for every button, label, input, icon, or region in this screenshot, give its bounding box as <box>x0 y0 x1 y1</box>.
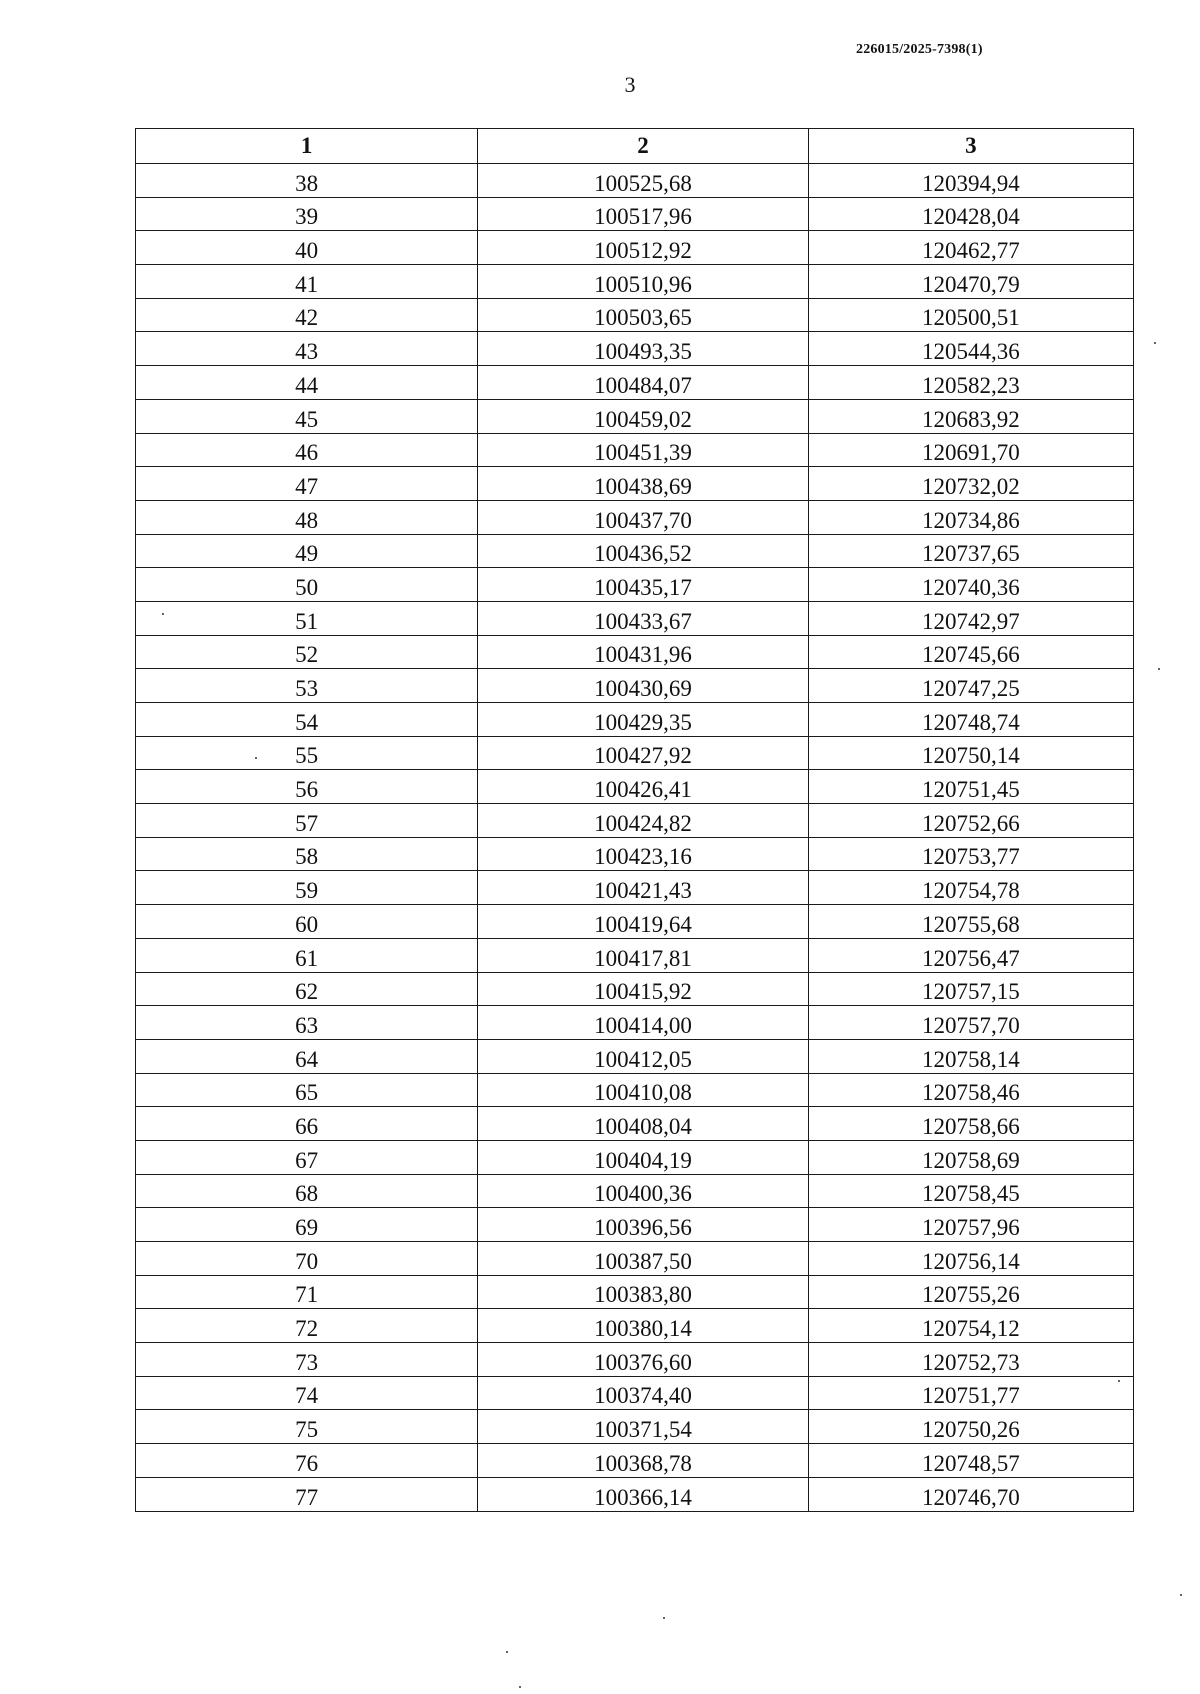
y-coordinate-cell: 120742,97 <box>808 601 1133 635</box>
x-coordinate-cell: 100427,92 <box>478 736 808 770</box>
y-coordinate-cell: 120740,36 <box>808 568 1133 602</box>
point-number-cell: 47 <box>136 467 478 501</box>
table-row <box>136 905 1134 939</box>
y-coordinate-cell: 120737,65 <box>808 534 1133 568</box>
y-coordinate-cell: 120470,79 <box>808 265 1133 299</box>
x-coordinate-cell: 100415,92 <box>478 972 808 1006</box>
point-number-cell: 62 <box>136 972 478 1006</box>
point-number-cell: 56 <box>136 770 478 804</box>
table-row <box>136 972 1134 1006</box>
x-coordinate-cell: 100436,52 <box>478 534 808 568</box>
point-number-cell: 42 <box>136 298 478 332</box>
table-row <box>136 871 1134 905</box>
y-coordinate-cell: 120394,94 <box>808 164 1133 198</box>
x-coordinate-cell: 100396,56 <box>478 1208 808 1242</box>
table-row <box>136 1073 1134 1107</box>
x-coordinate-cell: 100429,35 <box>478 703 808 737</box>
y-coordinate-cell: 120582,23 <box>808 366 1133 400</box>
point-number-cell: 53 <box>136 669 478 703</box>
y-coordinate-cell: 120747,25 <box>808 669 1133 703</box>
table-row <box>136 1410 1134 1444</box>
point-number-cell: 51 <box>136 601 478 635</box>
table-row <box>136 1208 1134 1242</box>
point-number-cell: 39 <box>136 197 478 231</box>
y-coordinate-cell: 120751,45 <box>808 770 1133 804</box>
column-header-1: 1 <box>136 129 478 164</box>
table-row <box>136 500 1134 534</box>
y-coordinate-cell: 120758,66 <box>808 1107 1133 1141</box>
point-number-cell: 67 <box>136 1140 478 1174</box>
y-coordinate-cell: 120691,70 <box>808 433 1133 467</box>
y-coordinate-cell: 120753,77 <box>808 837 1133 871</box>
x-coordinate-cell: 100423,16 <box>478 837 808 871</box>
point-number-cell: 64 <box>136 1039 478 1073</box>
x-coordinate-cell: 100503,65 <box>478 298 808 332</box>
table-row <box>136 534 1134 568</box>
x-coordinate-cell: 100380,14 <box>478 1309 808 1343</box>
y-coordinate-cell: 120758,69 <box>808 1140 1133 1174</box>
point-number-cell: 72 <box>136 1309 478 1343</box>
point-number-cell: 71 <box>136 1275 478 1309</box>
y-coordinate-cell: 120755,68 <box>808 905 1133 939</box>
point-number-cell: 49 <box>136 534 478 568</box>
point-number-cell: 52 <box>136 635 478 669</box>
table-row <box>136 265 1134 299</box>
x-coordinate-cell: 100376,60 <box>478 1343 808 1377</box>
point-number-cell: 40 <box>136 231 478 265</box>
column-header-3: 3 <box>808 129 1133 164</box>
document-reference: 226015/2025-7398(1) <box>856 42 983 57</box>
table-row <box>136 1477 1134 1511</box>
x-coordinate-cell: 100431,96 <box>478 635 808 669</box>
scan-speck <box>663 1617 665 1619</box>
x-coordinate-cell: 100438,69 <box>478 467 808 501</box>
x-coordinate-cell: 100371,54 <box>478 1410 808 1444</box>
table-row <box>136 399 1134 433</box>
x-coordinate-cell: 100374,40 <box>478 1376 808 1410</box>
y-coordinate-cell: 120752,73 <box>808 1343 1133 1377</box>
x-coordinate-cell: 100419,64 <box>478 905 808 939</box>
x-coordinate-cell: 100525,68 <box>478 164 808 198</box>
y-coordinate-cell: 120750,26 <box>808 1410 1133 1444</box>
point-number-cell: 77 <box>136 1477 478 1511</box>
table-row <box>136 332 1134 366</box>
table-row <box>136 1242 1134 1276</box>
table-row <box>136 1309 1134 1343</box>
table-row <box>136 804 1134 838</box>
point-number-cell: 41 <box>136 265 478 299</box>
table-row <box>136 467 1134 501</box>
point-number-cell: 60 <box>136 905 478 939</box>
y-coordinate-cell: 120734,86 <box>808 500 1133 534</box>
point-number-cell: 76 <box>136 1444 478 1478</box>
x-coordinate-cell: 100433,67 <box>478 601 808 635</box>
x-coordinate-cell: 100408,04 <box>478 1107 808 1141</box>
x-coordinate-cell: 100412,05 <box>478 1039 808 1073</box>
scan-speck <box>506 1651 508 1653</box>
scan-speck <box>519 1686 521 1688</box>
table-row <box>136 635 1134 669</box>
scan-speck <box>255 757 257 759</box>
y-coordinate-cell: 120758,45 <box>808 1174 1133 1208</box>
x-coordinate-cell: 100510,96 <box>478 265 808 299</box>
y-coordinate-cell: 120750,14 <box>808 736 1133 770</box>
x-coordinate-cell: 100400,36 <box>478 1174 808 1208</box>
table-row <box>136 298 1134 332</box>
table-body <box>136 164 1134 1512</box>
y-coordinate-cell: 120755,26 <box>808 1275 1133 1309</box>
x-coordinate-cell: 100421,43 <box>478 871 808 905</box>
point-number-cell: 73 <box>136 1343 478 1377</box>
table-row <box>136 601 1134 635</box>
point-number-cell: 66 <box>136 1107 478 1141</box>
point-number-cell: 70 <box>136 1242 478 1276</box>
point-number-cell: 45 <box>136 399 478 433</box>
scan-speck <box>1180 1594 1182 1596</box>
point-number-cell: 55 <box>136 736 478 770</box>
table-row <box>136 164 1134 198</box>
table-row <box>136 568 1134 602</box>
column-header-2: 2 <box>478 129 808 164</box>
x-coordinate-cell: 100417,81 <box>478 938 808 972</box>
table-row <box>136 197 1134 231</box>
point-number-cell: 43 <box>136 332 478 366</box>
x-coordinate-cell: 100410,08 <box>478 1073 808 1107</box>
x-coordinate-cell: 100451,39 <box>478 433 808 467</box>
y-coordinate-cell: 120500,51 <box>808 298 1133 332</box>
point-number-cell: 63 <box>136 1006 478 1040</box>
y-coordinate-cell: 120757,15 <box>808 972 1133 1006</box>
table-row <box>136 1107 1134 1141</box>
table-row <box>136 1275 1134 1309</box>
y-coordinate-cell: 120544,36 <box>808 332 1133 366</box>
point-number-cell: 61 <box>136 938 478 972</box>
table-row <box>136 1174 1134 1208</box>
coordinates-table <box>135 128 1134 1512</box>
table-row <box>136 736 1134 770</box>
x-coordinate-cell: 100493,35 <box>478 332 808 366</box>
x-coordinate-cell: 100459,02 <box>478 399 808 433</box>
y-coordinate-cell: 120757,70 <box>808 1006 1133 1040</box>
point-number-cell: 59 <box>136 871 478 905</box>
point-number-cell: 46 <box>136 433 478 467</box>
page-number: 3 <box>624 72 636 97</box>
x-coordinate-cell: 100414,00 <box>478 1006 808 1040</box>
point-number-cell: 58 <box>136 837 478 871</box>
x-coordinate-cell: 100437,70 <box>478 500 808 534</box>
x-coordinate-cell: 100512,92 <box>478 231 808 265</box>
point-number-cell: 38 <box>136 164 478 198</box>
table-row <box>136 1006 1134 1040</box>
scan-speck <box>1154 342 1156 344</box>
point-number-cell: 65 <box>136 1073 478 1107</box>
y-coordinate-cell: 120754,78 <box>808 871 1133 905</box>
table-row <box>136 1444 1134 1478</box>
point-number-cell: 68 <box>136 1174 478 1208</box>
x-coordinate-cell: 100383,80 <box>478 1275 808 1309</box>
y-coordinate-cell: 120748,57 <box>808 1444 1133 1478</box>
x-coordinate-cell: 100430,69 <box>478 669 808 703</box>
x-coordinate-cell: 100517,96 <box>478 197 808 231</box>
table-row <box>136 1343 1134 1377</box>
point-number-cell: 44 <box>136 366 478 400</box>
x-coordinate-cell: 100368,78 <box>478 1444 808 1478</box>
table-row <box>136 231 1134 265</box>
header-row <box>136 129 1134 164</box>
table-row <box>136 1039 1134 1073</box>
y-coordinate-cell: 120462,77 <box>808 231 1133 265</box>
x-coordinate-cell: 100424,82 <box>478 804 808 838</box>
point-number-cell: 54 <box>136 703 478 737</box>
y-coordinate-cell: 120751,77 <box>808 1376 1133 1410</box>
table-row <box>136 837 1134 871</box>
y-coordinate-cell: 120732,02 <box>808 467 1133 501</box>
scan-speck <box>1118 1380 1120 1382</box>
point-number-cell: 74 <box>136 1376 478 1410</box>
table-row <box>136 938 1134 972</box>
x-coordinate-cell: 100435,17 <box>478 568 808 602</box>
table-row <box>136 433 1134 467</box>
table-row <box>136 366 1134 400</box>
y-coordinate-cell: 120428,04 <box>808 197 1133 231</box>
table-row <box>136 1376 1134 1410</box>
point-number-cell: 69 <box>136 1208 478 1242</box>
point-number-cell: 57 <box>136 804 478 838</box>
table-row <box>136 669 1134 703</box>
y-coordinate-cell: 120756,14 <box>808 1242 1133 1276</box>
y-coordinate-cell: 120748,74 <box>808 703 1133 737</box>
scan-speck <box>162 613 164 615</box>
point-number-cell: 48 <box>136 500 478 534</box>
x-coordinate-cell: 100484,07 <box>478 366 808 400</box>
x-coordinate-cell: 100387,50 <box>478 1242 808 1276</box>
scan-speck <box>1158 668 1160 670</box>
y-coordinate-cell: 120746,70 <box>808 1477 1133 1511</box>
table-row <box>136 703 1134 737</box>
y-coordinate-cell: 120683,92 <box>808 399 1133 433</box>
x-coordinate-cell: 100426,41 <box>478 770 808 804</box>
y-coordinate-cell: 120756,47 <box>808 938 1133 972</box>
y-coordinate-cell: 120758,14 <box>808 1039 1133 1073</box>
table-row <box>136 770 1134 804</box>
y-coordinate-cell: 120754,12 <box>808 1309 1133 1343</box>
table-header <box>136 129 1134 164</box>
y-coordinate-cell: 120758,46 <box>808 1073 1133 1107</box>
x-coordinate-cell: 100366,14 <box>478 1477 808 1511</box>
y-coordinate-cell: 120757,96 <box>808 1208 1133 1242</box>
y-coordinate-cell: 120745,66 <box>808 635 1133 669</box>
table-row <box>136 1140 1134 1174</box>
x-coordinate-cell: 100404,19 <box>478 1140 808 1174</box>
y-coordinate-cell: 120752,66 <box>808 804 1133 838</box>
point-number-cell: 75 <box>136 1410 478 1444</box>
point-number-cell: 50 <box>136 568 478 602</box>
